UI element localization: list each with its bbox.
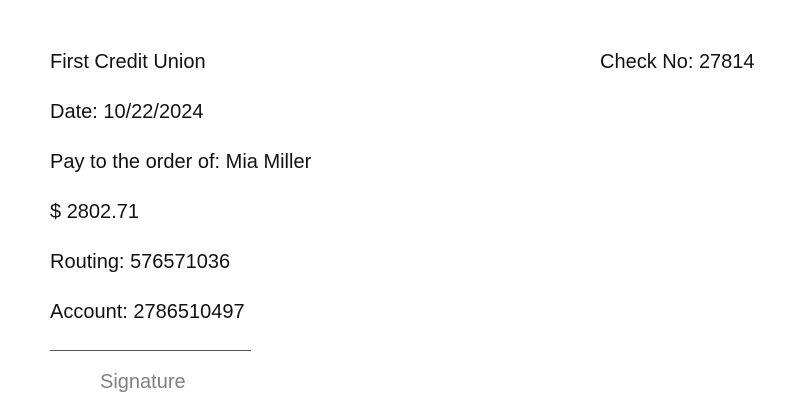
check-number [600, 50, 755, 74]
signature-line [50, 350, 251, 351]
signature-label: Signature [100, 371, 186, 393]
check-number-label: Check No: [600, 51, 694, 73]
account-label: Account: [50, 301, 128, 323]
currency-symbol: $ [50, 201, 62, 223]
routing-number: 576571036 [130, 251, 231, 273]
payee-line [50, 150, 311, 174]
date-value: 10/22/2024 [103, 101, 204, 123]
check-date [50, 100, 203, 124]
account-number: 2786510497 [133, 301, 245, 323]
routing-line [50, 250, 230, 274]
date-label: Date: [50, 101, 98, 123]
amount-line [50, 200, 139, 224]
bank-name-text: First Credit Union [50, 51, 206, 73]
bank-name [50, 50, 206, 74]
routing-label: Routing: [50, 251, 125, 273]
payee-label: Pay to the order of: [50, 151, 221, 173]
amount-value: 2802.71 [66, 201, 139, 223]
check-number-value: 27814 [698, 51, 755, 73]
account-line [50, 300, 245, 324]
payee-name: Mia Miller [225, 151, 312, 173]
